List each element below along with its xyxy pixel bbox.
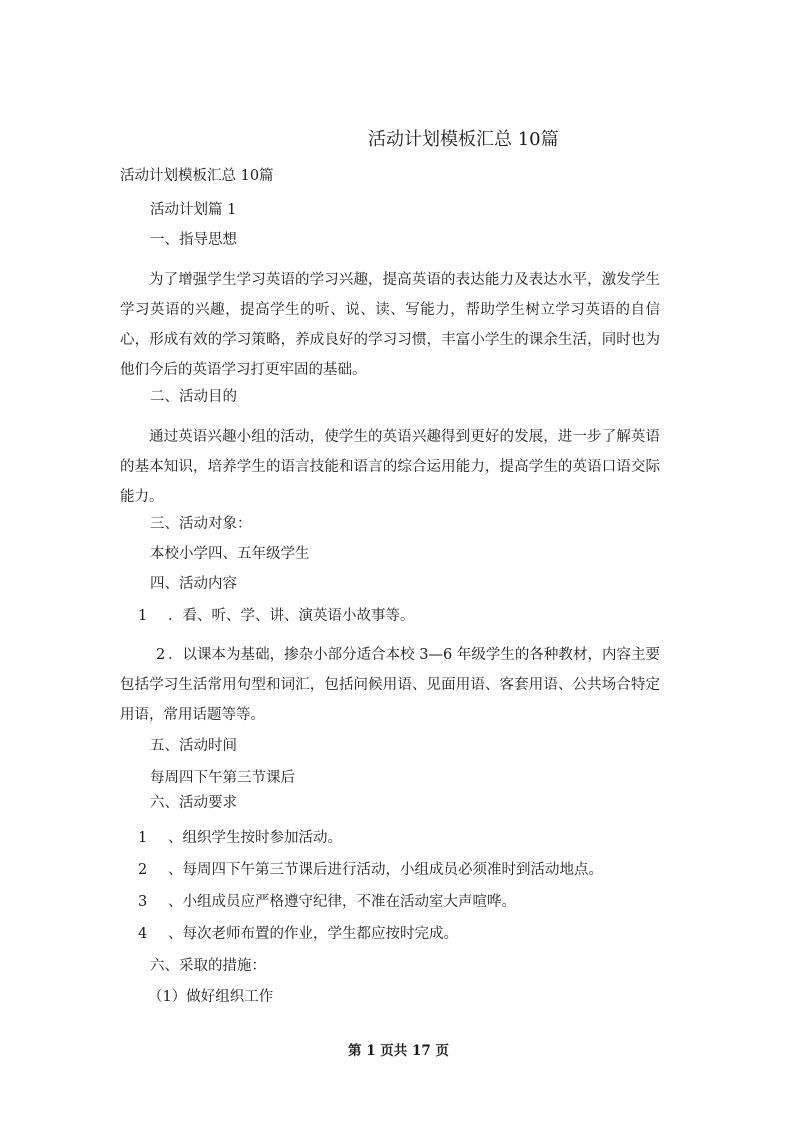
section-3-body: 本校小学四、五年级学生 — [150, 546, 310, 562]
section-5-body: 每周四下午第三节课后 — [150, 770, 295, 786]
requirement-text: 、每次老师布置的作业，学生都应按时完成。 — [168, 926, 458, 942]
section-2-paragraph: 通过英语兴趣小组的活动，使学生的英语兴趣得到更好的发展，进一步了解英语的基本知识，培养学生的语言技能和语言的综合运用能力，提高学生的英语口语交际能力。 — [120, 429, 660, 505]
page-footer: 第 1 页共 17 页 — [348, 1043, 449, 1059]
requirement-number: 4 — [138, 926, 148, 942]
content-item-text: ．以课本为基础，掺杂小部分适合本校 3—6 年级学生的各种教材，内容主要包括学习生活常用句型和词汇，包括问候用语、见面用语、客套用语、公共场合特定用语，常用话题等等。 — [120, 647, 660, 723]
requirement-number: 2 — [138, 862, 148, 878]
requirement-text: 、小组成员应严格遵守纪律，不准在活动室大声喧哗。 — [168, 894, 516, 910]
requirement-item-4 — [138, 924, 458, 944]
plan-heading: 活动计划篇 1 — [150, 202, 237, 218]
section-7-heading: 六、采取的措施： — [150, 958, 266, 974]
content-item-1 — [138, 606, 415, 626]
requirement-item-2 — [138, 860, 603, 880]
section-1-paragraph: 为了增强学生学习英语的学习兴趣，提高英语的表达能力及表达水平，激发学生学习英语的兴趣，提高学生的听、说、读、写能力，帮助学生树立学习英语的自信心，形成有效的学习策略，养成良好的学习习惯，丰富小学生的课余生活，同时也为他们今后的英语学习打更牢固的基础。 — [120, 272, 660, 378]
requirement-item-3 — [138, 892, 516, 912]
section-3-heading: 三、活动对象： — [150, 516, 252, 532]
section-2-heading: 二、活动目的 — [150, 389, 237, 405]
requirement-text: 、每周四下午第三节课后进行活动，小组成员必须准时到活动地点。 — [168, 862, 603, 878]
section-6-heading: 六、活动要求 — [150, 795, 237, 811]
requirement-number: 3 — [138, 894, 148, 910]
section-5-heading: 五、活动时间 — [150, 738, 237, 754]
content-item-2 — [120, 640, 660, 730]
section-4-heading: 四、活动内容 — [150, 576, 237, 592]
requirement-text: 、组织学生按时参加活动。 — [168, 830, 342, 846]
requirement-number: 1 — [138, 830, 148, 846]
requirement-item-1 — [138, 828, 342, 848]
document-subtitle: 活动计划模板汇总 10篇 — [120, 168, 274, 184]
document-title: 活动计划模板汇总 10篇 — [368, 129, 559, 150]
content-item-number: 1 — [138, 608, 148, 624]
content-item-text: ．看、听、学、讲、演英语小故事等。 — [168, 608, 415, 624]
measure-item-1: （1）做好组织工作 — [148, 989, 274, 1005]
content-item-number: 2 — [156, 647, 166, 663]
section-1-heading: 一、指导思想 — [150, 232, 237, 248]
